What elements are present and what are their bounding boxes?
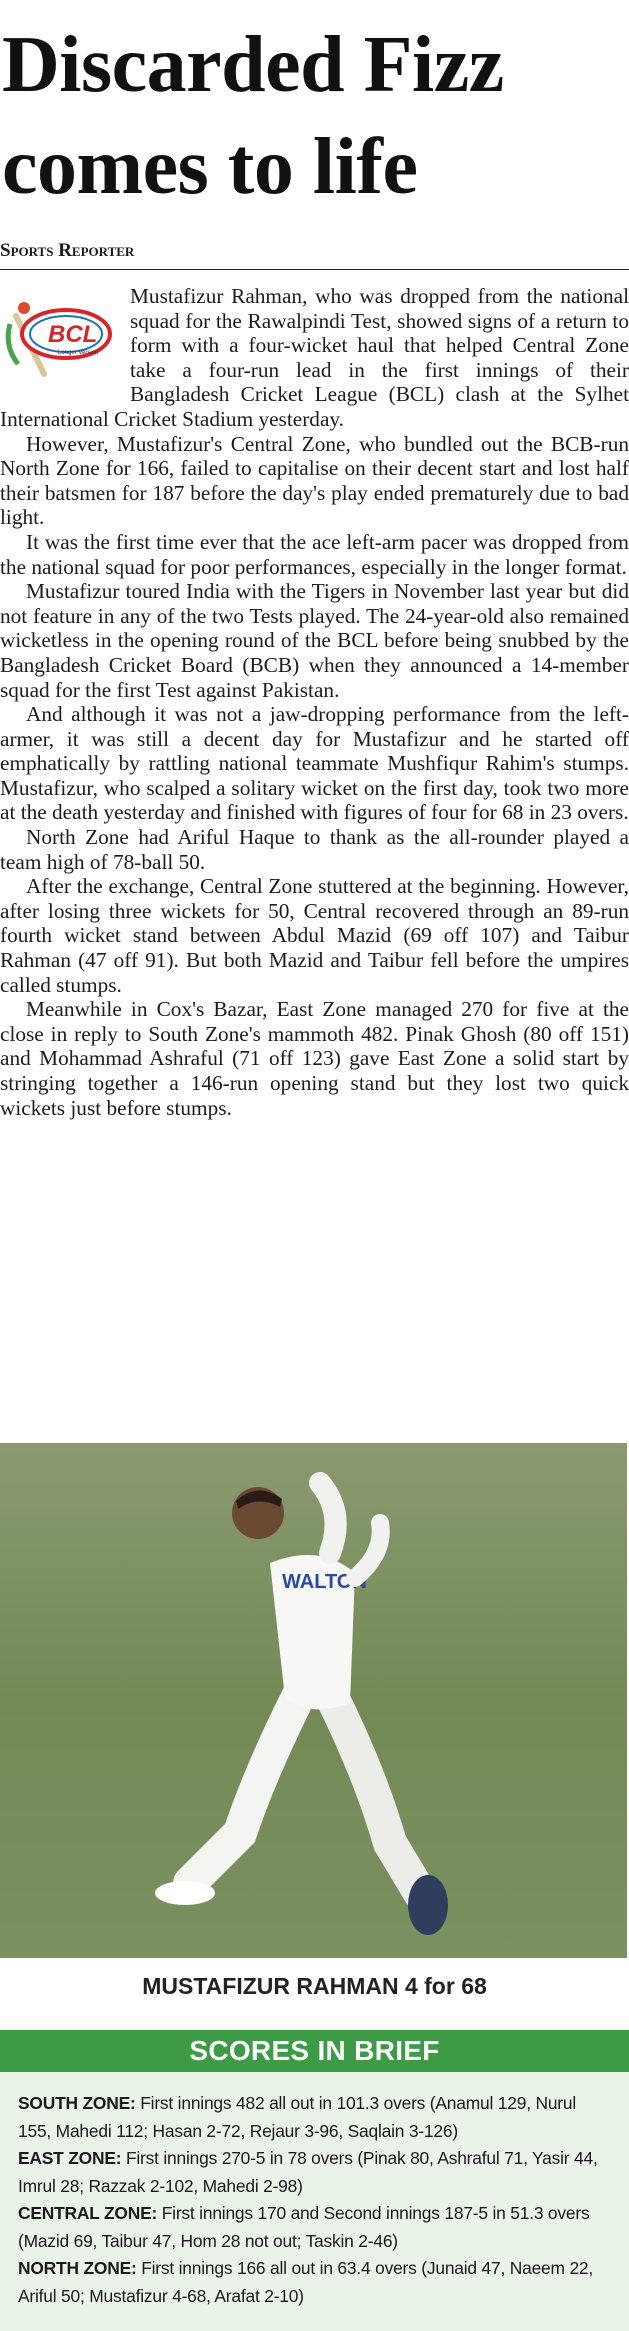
- paragraph: Meanwhile in Cox's Bazar, East Zone managed 270 for five at the close in reply to South Zone's mammoth 482. Pinak Ghosh (80 off 151) and Mohammad Ashraful (71 off 123) gave East Zone a solid start by stringing together a 146-run opening stand but they lost two quick wickets just before stumps.: [0, 997, 629, 1120]
- bowler-illustration: [0, 1443, 627, 1958]
- score-team: NORTH ZONE:: [18, 2258, 137, 2278]
- logo-subtext: Longer Version: [58, 350, 99, 356]
- photo-caption: MUSTAFIZUR RAHMAN 4 for 68: [142, 1973, 487, 1999]
- score-text: First innings 166 all out in 63.4 overs (Junaid 47, Naeem 22, Ariful 50; Mustafizur 4-68, Arafat 2-10): [18, 2258, 594, 2306]
- byline: Sports Reporter: [0, 232, 629, 270]
- bcl-logo: [0, 286, 118, 386]
- paragraph: However, Mustafizur's Central Zone, who bundled out the BCB-run North Zone for 166, failed to capitalise on their decent start and lost half their batsmen for 187 before the day's play ended prematurely due to bad light.: [0, 431, 629, 530]
- paragraph: North Zone had Ariful Haque to thank as the all-rounder played a team high of 78-ball 50.: [0, 825, 629, 874]
- score-text: First innings 170 and Second innings 187-5 in 51.3 overs (Mazid 69, Taibur 47, Hom 28 not out; Taskin 2-46): [18, 2203, 590, 2251]
- score-text: First innings 270-5 in 78 overs (Pinak 80, Ashraful 71, Yasir 44, Imrul 28; Razzak 2-102, Mahedi 2-98): [18, 2148, 598, 2196]
- article-body: [0, 284, 629, 1120]
- bowler-photo: [0, 1443, 627, 1958]
- paragraph: It was the first time ever that the ace left-arm pacer was dropped from the national squad for poor performances, especially in the longer format.: [0, 529, 629, 579]
- paragraph: And although it was not a jaw-dropping performance from the left-armer, it was still a decent day for Mustafizur and he started off emphatically by rattling national teammate Mushfiqur Rahim's stumps. Mustafizur, who scalped a solitary wicket on the first day, took two more at the death yesterday and finished with figures of four for 68 in 23 overs.: [0, 702, 629, 825]
- score-text: First innings 482 all out in 101.3 overs (Anamul 129, Nurul 155, Mahedi 112; Hasan 2-72, Rejaur 3-96, Saqlain 3-126): [18, 2093, 577, 2141]
- score-team: SOUTH ZONE:: [18, 2093, 136, 2113]
- jersey-text: WALTON: [282, 1571, 367, 1593]
- headline: Discarded Fizz comes to life: [2, 21, 504, 211]
- scores-header: SCORES IN BRIEF: [0, 2030, 629, 2072]
- score-entry: [18, 2200, 611, 2255]
- logo-text: BCL: [48, 321, 98, 348]
- score-team: EAST ZONE:: [18, 2148, 122, 2168]
- bcl-logo-graphic: [0, 286, 118, 386]
- scores-box: [0, 2072, 629, 2331]
- paragraph: Mustafizur toured India with the Tigers in November last year but did not feature in any of the two Tests played. The 24-year-old also remained wicketless in the opening round of the BCL before being snubbed by the Bangladesh Cricket Board (BCB) when they announced a 14-member squad for the first Test against Pakistan.: [0, 579, 629, 702]
- score-team: CENTRAL ZONE:: [18, 2203, 158, 2223]
- score-entry: [18, 2145, 611, 2200]
- paragraph: After the exchange, Central Zone stuttered at the beginning. However, after losing three wickets for 50, Central recovered through an 89-run fourth wicket stand between Abdul Mazid (69 off 107) and Taibur Rahman (47 off 91). But both Mazid and Taibur fell before the umpires called stumps.: [0, 874, 629, 997]
- paragraph: Mustafizur Rahman, who was dropped from the national squad for the Rawalpindi Test, showed signs of a return to form with a four-wicket haul that helped Central Zone take a four-run lead in the first innings of their Bangladesh Cricket League (BCL) clash at the Sylhet International Cricket Stadium yesterday.: [0, 284, 629, 431]
- score-entry: [18, 2255, 611, 2310]
- score-entry: [18, 2090, 611, 2145]
